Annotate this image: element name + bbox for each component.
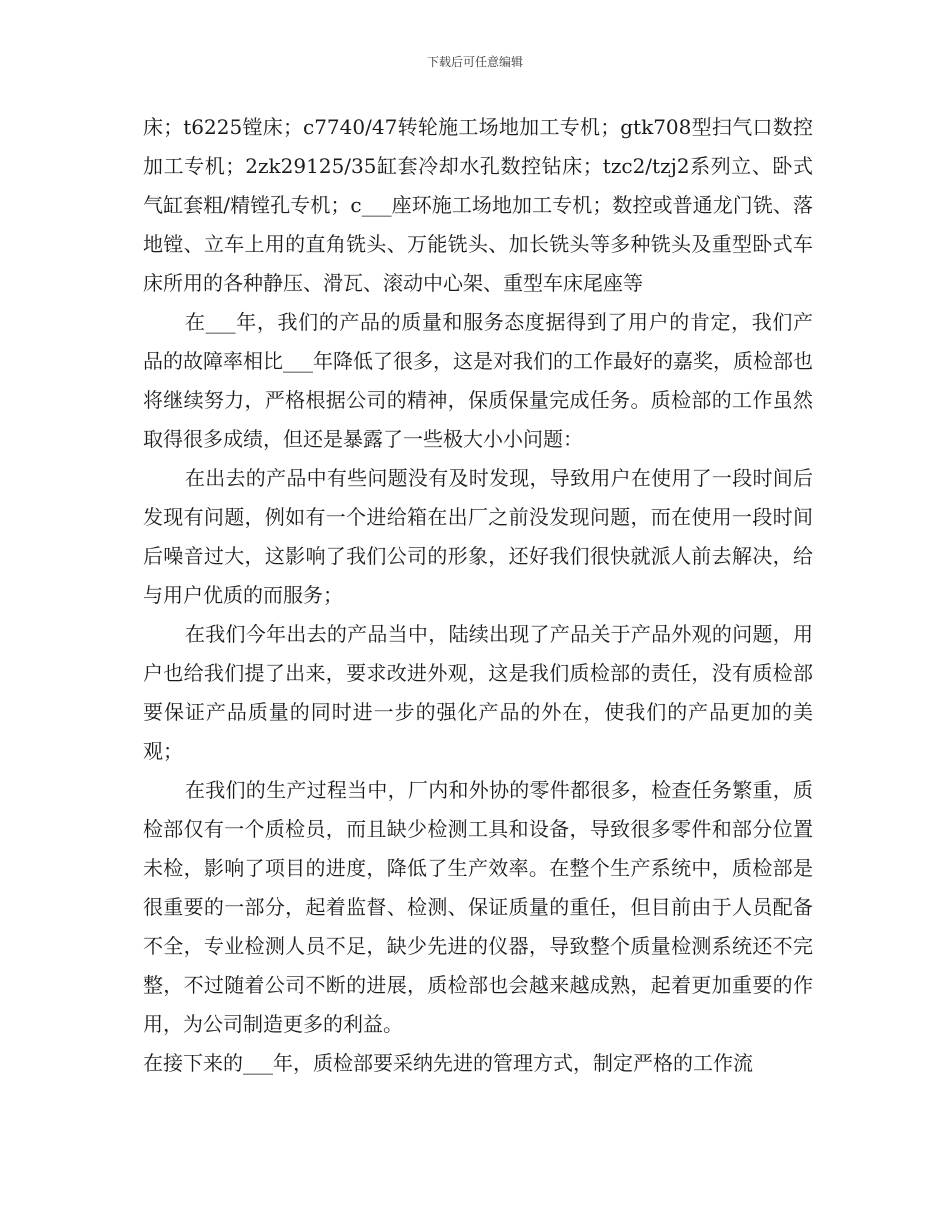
page-header: 下载后可任意编辑 [426,55,523,69]
paragraph-issue-staffing: 在我们的生产过程当中，厂内和外协的零件都很多，检查任务繁重，质检部仅有一个质检员，而且缺少检测工具和设备，导致很多零件和部分位置未检，影响了项目的进度，降低了生产效率。在整个生产系统中，质检部是很重要的一部分，起着监督、检测、保证质量的重任，但目前由于人员配备不全，专业检测人员不足，缺少先进的仪器，导致整个质量检测系统还不完整，不过随着公司不断的进展，质检部也会越来越成熟，起着更加重要的作用，为公司制造更多的利益。 [143,778,813,1036]
document-body [143,108,813,1083]
paragraph-next-year-plan: 在接下来的___年，质检部要采纳先进的管理方式，制定严格的工作流 [143,1051,753,1075]
paragraph-issue-appearance: 在我们今年出去的产品当中，陆续出现了产品关于产品外观的问题，用户也给我们提了出来，要求改进外观，这是我们质检部的责任，没有质检部要保证产品质量的同时进一步的强化产品的外在，使我们的产品更加的美观； [143,622,813,763]
paragraph-equipment-list: 床；t6225镗床；c7740/47转轮施工场地加工专机；gtk708型扫气口数控加工专机；2zk29125/35缸套冷却水孔数控钻床；tzc2/tzj2系列立、卧式气缸套粗/精镗孔专机；c___座环施工场地加工专机；数控或普通龙门铣、落地镗、立车上用的直角铣头、万能铣头、加长铣头等多种铣头及重型卧式车床所用的各种静压、滑瓦、滚动中心架、重型车床尾座等 [143,115,813,295]
paragraph-issue-detection: 在出去的产品中有些问题没有及时发现，导致用户在使用了一段时间后发现有问题，例如有一个进给箱在出厂之前没发现问题，而在使用一段时间后噪音过大，这影响了我们公司的形象，还好我们很快就派人前去解决，给与用户优质的而服务； [143,466,813,607]
paragraph-quality-achievements: 在___年，我们的产品的质量和服务态度据得到了用户的肯定，我们产品的故障率相比___年降低了很多，这是对我们的工作最好的嘉奖，质检部也将继续努力，严格根据公司的精神，保质保量完成任务。质检部的工作虽然取得很多成绩，但还是暴露了一些极大小小问题： [143,310,813,451]
